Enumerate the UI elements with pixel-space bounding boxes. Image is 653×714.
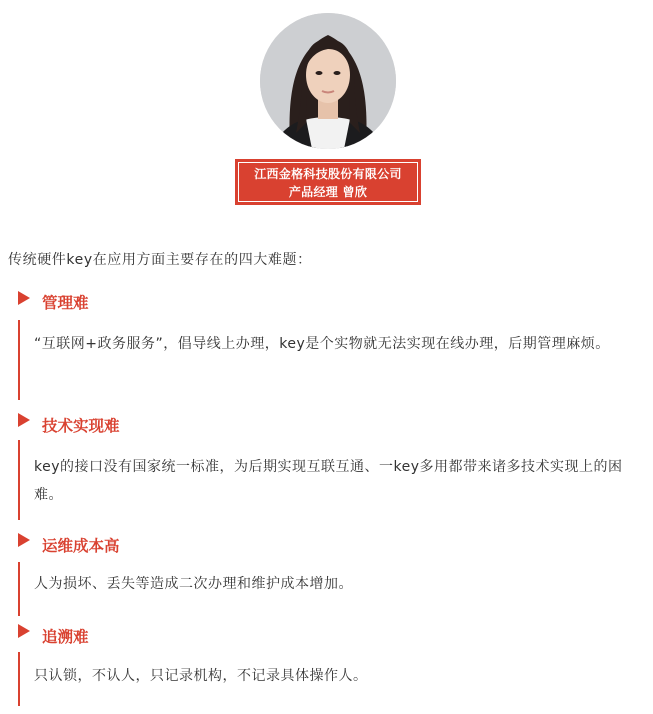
intro-text: 传统硬件key在应用方面主要存在的四大难题： xyxy=(8,252,312,268)
section-heading: 管理难 xyxy=(42,294,89,312)
section-divider-line xyxy=(18,652,20,706)
section-heading: 追溯难 xyxy=(42,628,89,646)
job-title-and-name: 产品经理 曾欣 xyxy=(288,185,368,199)
portrait-photo xyxy=(260,13,396,149)
triangle-right-icon xyxy=(18,624,30,638)
section-body: key的接口没有国家统一标准，为后期实现互联互通、一key多用都带来诸多技术实现上的困难。 xyxy=(34,459,623,503)
avatar xyxy=(260,13,396,149)
name-card xyxy=(235,159,421,205)
triangle-right-icon xyxy=(18,413,30,427)
section-body: 只认锁，不认人，只记录机构，不记录具体操作人。 xyxy=(34,668,368,684)
section-divider-line xyxy=(18,440,20,520)
section-body: 人为损坏、丢失等造成二次办理和维护成本增加。 xyxy=(34,576,353,592)
company-name: 江西金格科技股份有限公司 xyxy=(254,167,402,181)
section-heading: 运维成本高 xyxy=(42,537,120,555)
section-divider-line xyxy=(18,320,20,400)
triangle-right-icon xyxy=(18,291,30,305)
section-body: “互联网+政务服务”，倡导线上办理，key是个实物就无法实现在线办理，后期管理麻烦。 xyxy=(34,336,610,352)
section-heading: 技术实现难 xyxy=(42,417,120,435)
section-divider-line xyxy=(18,562,20,616)
triangle-right-icon xyxy=(18,533,30,547)
